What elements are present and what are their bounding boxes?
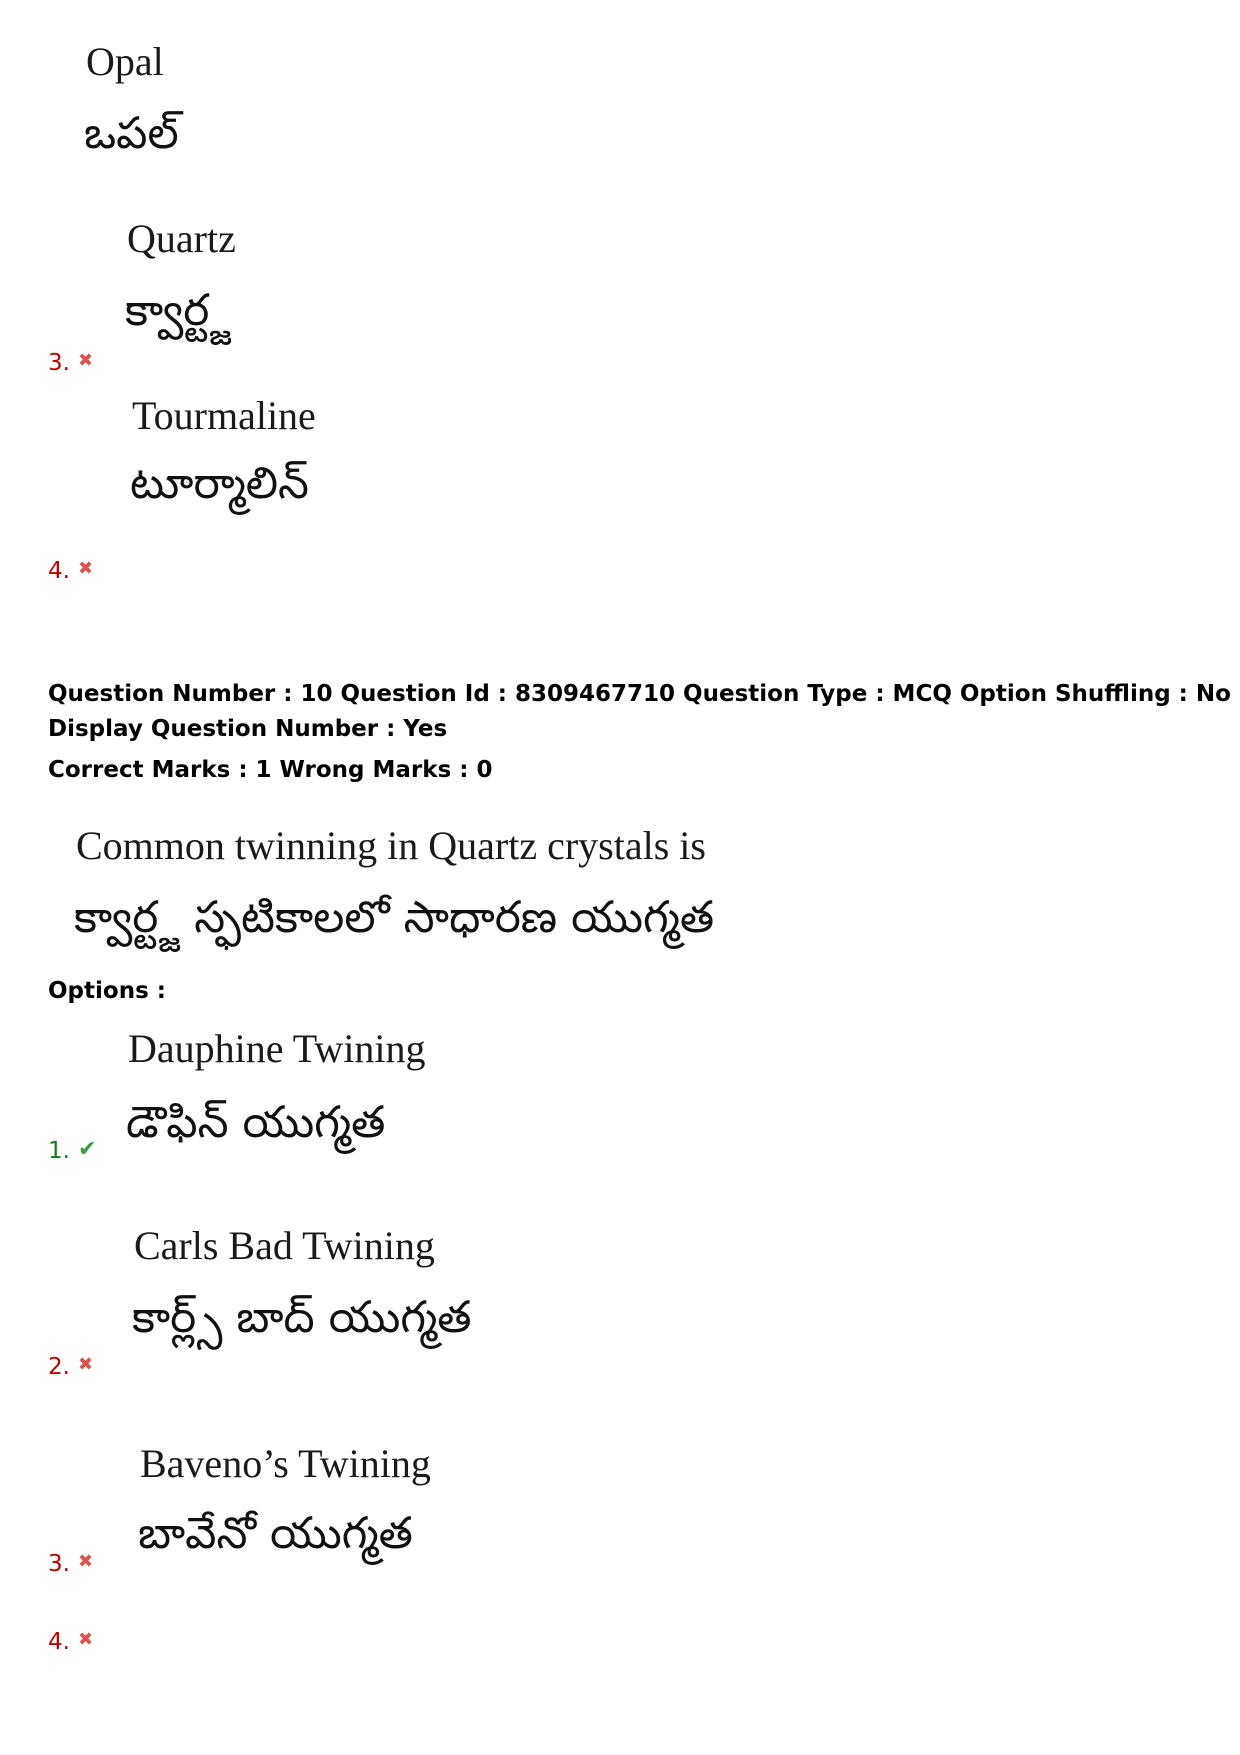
option-1-english: Dauphine Twining [128,1026,426,1071]
option-3-telugu: బావేనో యుగ్మత [138,1508,413,1559]
cross-icon: ✖ [77,1629,94,1650]
prev-option-top-english: Opal [86,39,164,84]
prev-option-4-english: Tourmaline [132,393,316,438]
option-2-english: Carls Bad Twining [134,1223,435,1268]
option-3-english: Baveno’s Twining [140,1441,431,1486]
option-3-number: 3. ✖ [48,1551,94,1577]
question-meta-line3: Correct Marks : 1 Wrong Marks : 0 [48,757,493,783]
prev-option-top-telugu: ఒపల్ [84,108,179,159]
question-meta-line1: Question Number : 10 Question Id : 8309467710 Question Type : MCQ Option Shuffling : No [48,681,1231,707]
option-2-number: 2. ✖ [48,1354,94,1380]
check-icon: ✔ [77,1137,97,1162]
question-text-telugu: క్వార్ట్జ స్ఫటికాలలో సాధారణ యుగ్మత [74,892,715,943]
cross-icon: ✖ [77,1551,94,1572]
cross-icon: ✖ [77,350,94,371]
question-text-english: Common twinning in Quartz crystals is [76,823,706,868]
cross-icon: ✖ [77,558,94,579]
prev-option-3-number: 3. ✖ [48,350,94,376]
cross-icon: ✖ [77,1354,94,1375]
option-2-telugu: కార్ల్స్ బాద్ యుగ్మత [132,1292,472,1343]
prev-option-3-telugu: క్వార్ట్జ [125,285,232,336]
prev-option-3-english: Quartz [127,216,236,261]
prev-option-4-number: 4. ✖ [48,558,94,584]
options-label: Options : [48,978,166,1004]
option-4-number: 4. ✖ [48,1629,94,1655]
question-meta-line2: Display Question Number : Yes [48,716,448,742]
option-1-number: 1. ✔ [48,1137,97,1164]
option-1-telugu: డౌఫిన్ యుగ్మత [126,1097,386,1148]
prev-option-4-telugu: టూర్మాలిన్ [130,458,309,509]
